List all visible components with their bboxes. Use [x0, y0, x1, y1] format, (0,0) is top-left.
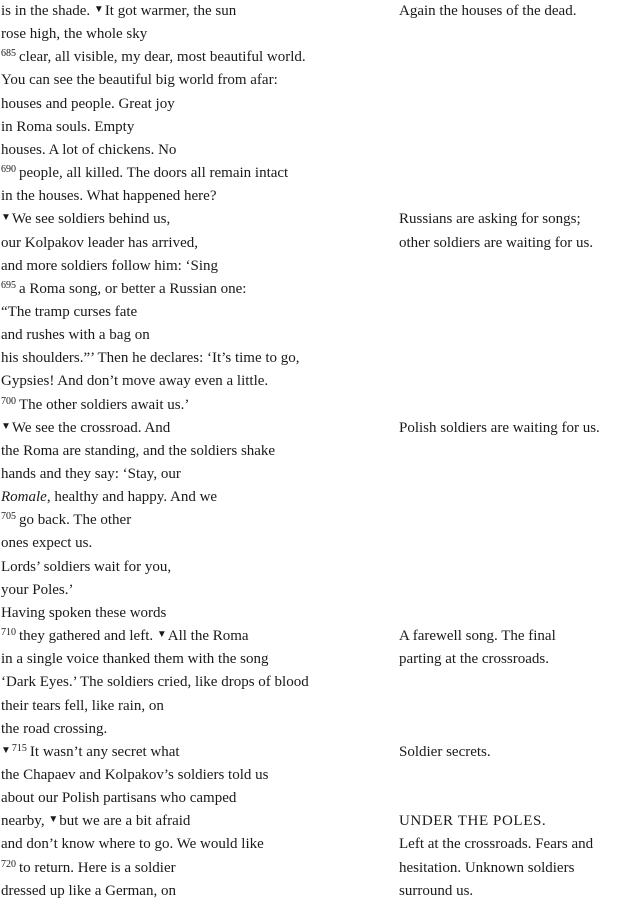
section-marker-icon: ▼ [48, 814, 59, 826]
margin-note: Left at the crossroads. Fears and [399, 836, 594, 853]
poem-line [1, 301, 137, 324]
line-text: about our Polish partisans who camped [1, 790, 237, 807]
poem-line [1, 741, 180, 764]
line-number: 690 [1, 164, 16, 176]
line-text: to return. Here is a soldier [19, 859, 176, 876]
poem-line [1, 255, 218, 278]
poem-line [1, 23, 147, 46]
line-text: the Roma are standing, and the soldiers shake [1, 442, 276, 459]
poem-line [1, 370, 268, 393]
poem-line [1, 486, 217, 509]
poem-line [1, 556, 171, 579]
poem-line [1, 324, 150, 347]
line-text: and rushes with a bag on [1, 327, 150, 344]
line-text: rose high, the whole sky [1, 26, 148, 43]
margin-note: Russians are asking for songs; [399, 211, 581, 228]
line-text: It wasn’t any secret what [29, 743, 180, 760]
poem-line [1, 278, 246, 301]
poem-line [1, 0, 236, 23]
margin-note: A farewell song. The final [399, 628, 556, 645]
poem-line [1, 532, 92, 555]
line-text: go back. The other [19, 512, 132, 529]
poem-line [1, 185, 216, 208]
poem-line [1, 232, 198, 255]
line-number: 720 [1, 858, 16, 870]
line-text: clear, all visible, my dear, most beautiful world. [19, 49, 306, 66]
line-text: Lords’ soldiers wait for you, [1, 558, 172, 575]
margin-note: hesitation. Unknown soldiers [399, 859, 575, 876]
line-text: hands and they say: ‘Stay, our [1, 466, 181, 482]
section-marker-icon: ▼ [1, 420, 11, 432]
poem-line [1, 93, 175, 116]
poem-line [1, 695, 164, 718]
poem-line [1, 139, 176, 162]
line-text: , healthy and happy. And we [46, 489, 218, 506]
line-text: The other soldiers await us.’ [19, 396, 190, 413]
poem-line [1, 46, 306, 69]
line-text: but we are a bit afraid [59, 813, 191, 830]
poem-line [1, 787, 236, 810]
line-text: our Kolpakov leader has arrived, [1, 234, 199, 251]
line-number: 705 [1, 511, 16, 523]
poem-line [1, 417, 170, 440]
line-text: dressed up like a German, on [1, 882, 176, 899]
italic-term: Romale [1, 489, 47, 506]
poem-line [1, 602, 166, 625]
poem-line [1, 440, 275, 463]
poem-line [1, 208, 170, 231]
line-text: in a single voice thanked them with the song [1, 651, 269, 668]
line-text: his shoulders.”’ Then he declares: ‘It’s time to go, [1, 350, 300, 367]
line-number: 685 [1, 48, 16, 60]
line-text: people, all killed. The doors all remain intact [19, 165, 289, 182]
line-text: they gathered and left. [19, 628, 157, 645]
line-text: Gypsies! And don’t move away even a little. [1, 373, 269, 390]
poem-line [1, 810, 190, 833]
poem-line [1, 509, 131, 532]
line-text: the road crossing. [1, 720, 108, 737]
poem-line [1, 671, 309, 694]
poem-line [1, 162, 288, 185]
line-text: houses. A lot of chickens. No [1, 141, 177, 158]
line-text: is in the shade. [1, 3, 94, 19]
margin-note: other soldiers are waiting for us. [399, 234, 594, 251]
line-text: We see the crossroad. And [11, 419, 171, 436]
poem-line [1, 718, 107, 741]
poem-line [1, 116, 134, 139]
line-text: and more soldiers follow him: ‘Sing [1, 257, 219, 274]
margin-note: parting at the crossroads. [399, 651, 549, 668]
line-number: 710 [1, 627, 16, 639]
line-text: “The tramp curses fate [1, 303, 138, 320]
poem-line [1, 347, 300, 370]
line-text: their tears fell, like rain, on [1, 697, 164, 714]
margin-note: Again the houses of the dead. [399, 3, 577, 19]
poem-line [1, 764, 268, 787]
margin-note: Soldier secrets. [399, 743, 491, 760]
section-marker-icon: ▼ [1, 212, 11, 224]
line-text: ones expect us. [1, 535, 93, 552]
line-number: 695 [1, 279, 16, 291]
poem-line [1, 857, 176, 880]
section-marker-icon: ▼ [1, 744, 11, 756]
line-text: nearby, [1, 813, 49, 830]
section-marker-icon: ▼ [156, 629, 167, 641]
poem-line [1, 880, 176, 903]
line-text: All the Roma [167, 628, 249, 645]
line-text: a Roma song, or better a Russian one: [19, 280, 247, 297]
poem-line [1, 833, 264, 856]
poem-line [1, 648, 268, 671]
line-number: 715 [11, 742, 27, 754]
section-marker-icon: ▼ [93, 4, 104, 15]
line-text: in Roma souls. Empty [1, 118, 135, 135]
section-heading-note: UNDER THE POLES. [399, 813, 547, 830]
poem-line [1, 69, 278, 92]
line-text: the Chapaev and Kolpakov’s soldiers told us [1, 766, 269, 783]
poem-line [1, 625, 249, 648]
line-text: You can see the beautiful big world from afar: [1, 72, 278, 89]
poem-line [1, 579, 74, 602]
line-text: houses and people. Great joy [1, 95, 175, 112]
margin-note: Polish soldiers are waiting for us. [399, 419, 600, 436]
line-text: in the houses. What happened here? [1, 188, 217, 205]
poem-line [1, 463, 181, 486]
margin-note: surround us. [399, 882, 474, 899]
line-text: Having spoken these words [1, 604, 167, 621]
line-text: We see soldiers behind us, [11, 211, 171, 228]
line-text: ‘Dark Eyes.’ The soldiers cried, like drops of blood [1, 674, 309, 691]
line-text: and don’t know where to go. We would like [1, 836, 264, 853]
line-text: It got warmer, the sun [104, 3, 237, 19]
poem-line [1, 394, 189, 417]
line-text: your Poles.’ [1, 581, 74, 598]
line-number: 700 [1, 395, 16, 407]
